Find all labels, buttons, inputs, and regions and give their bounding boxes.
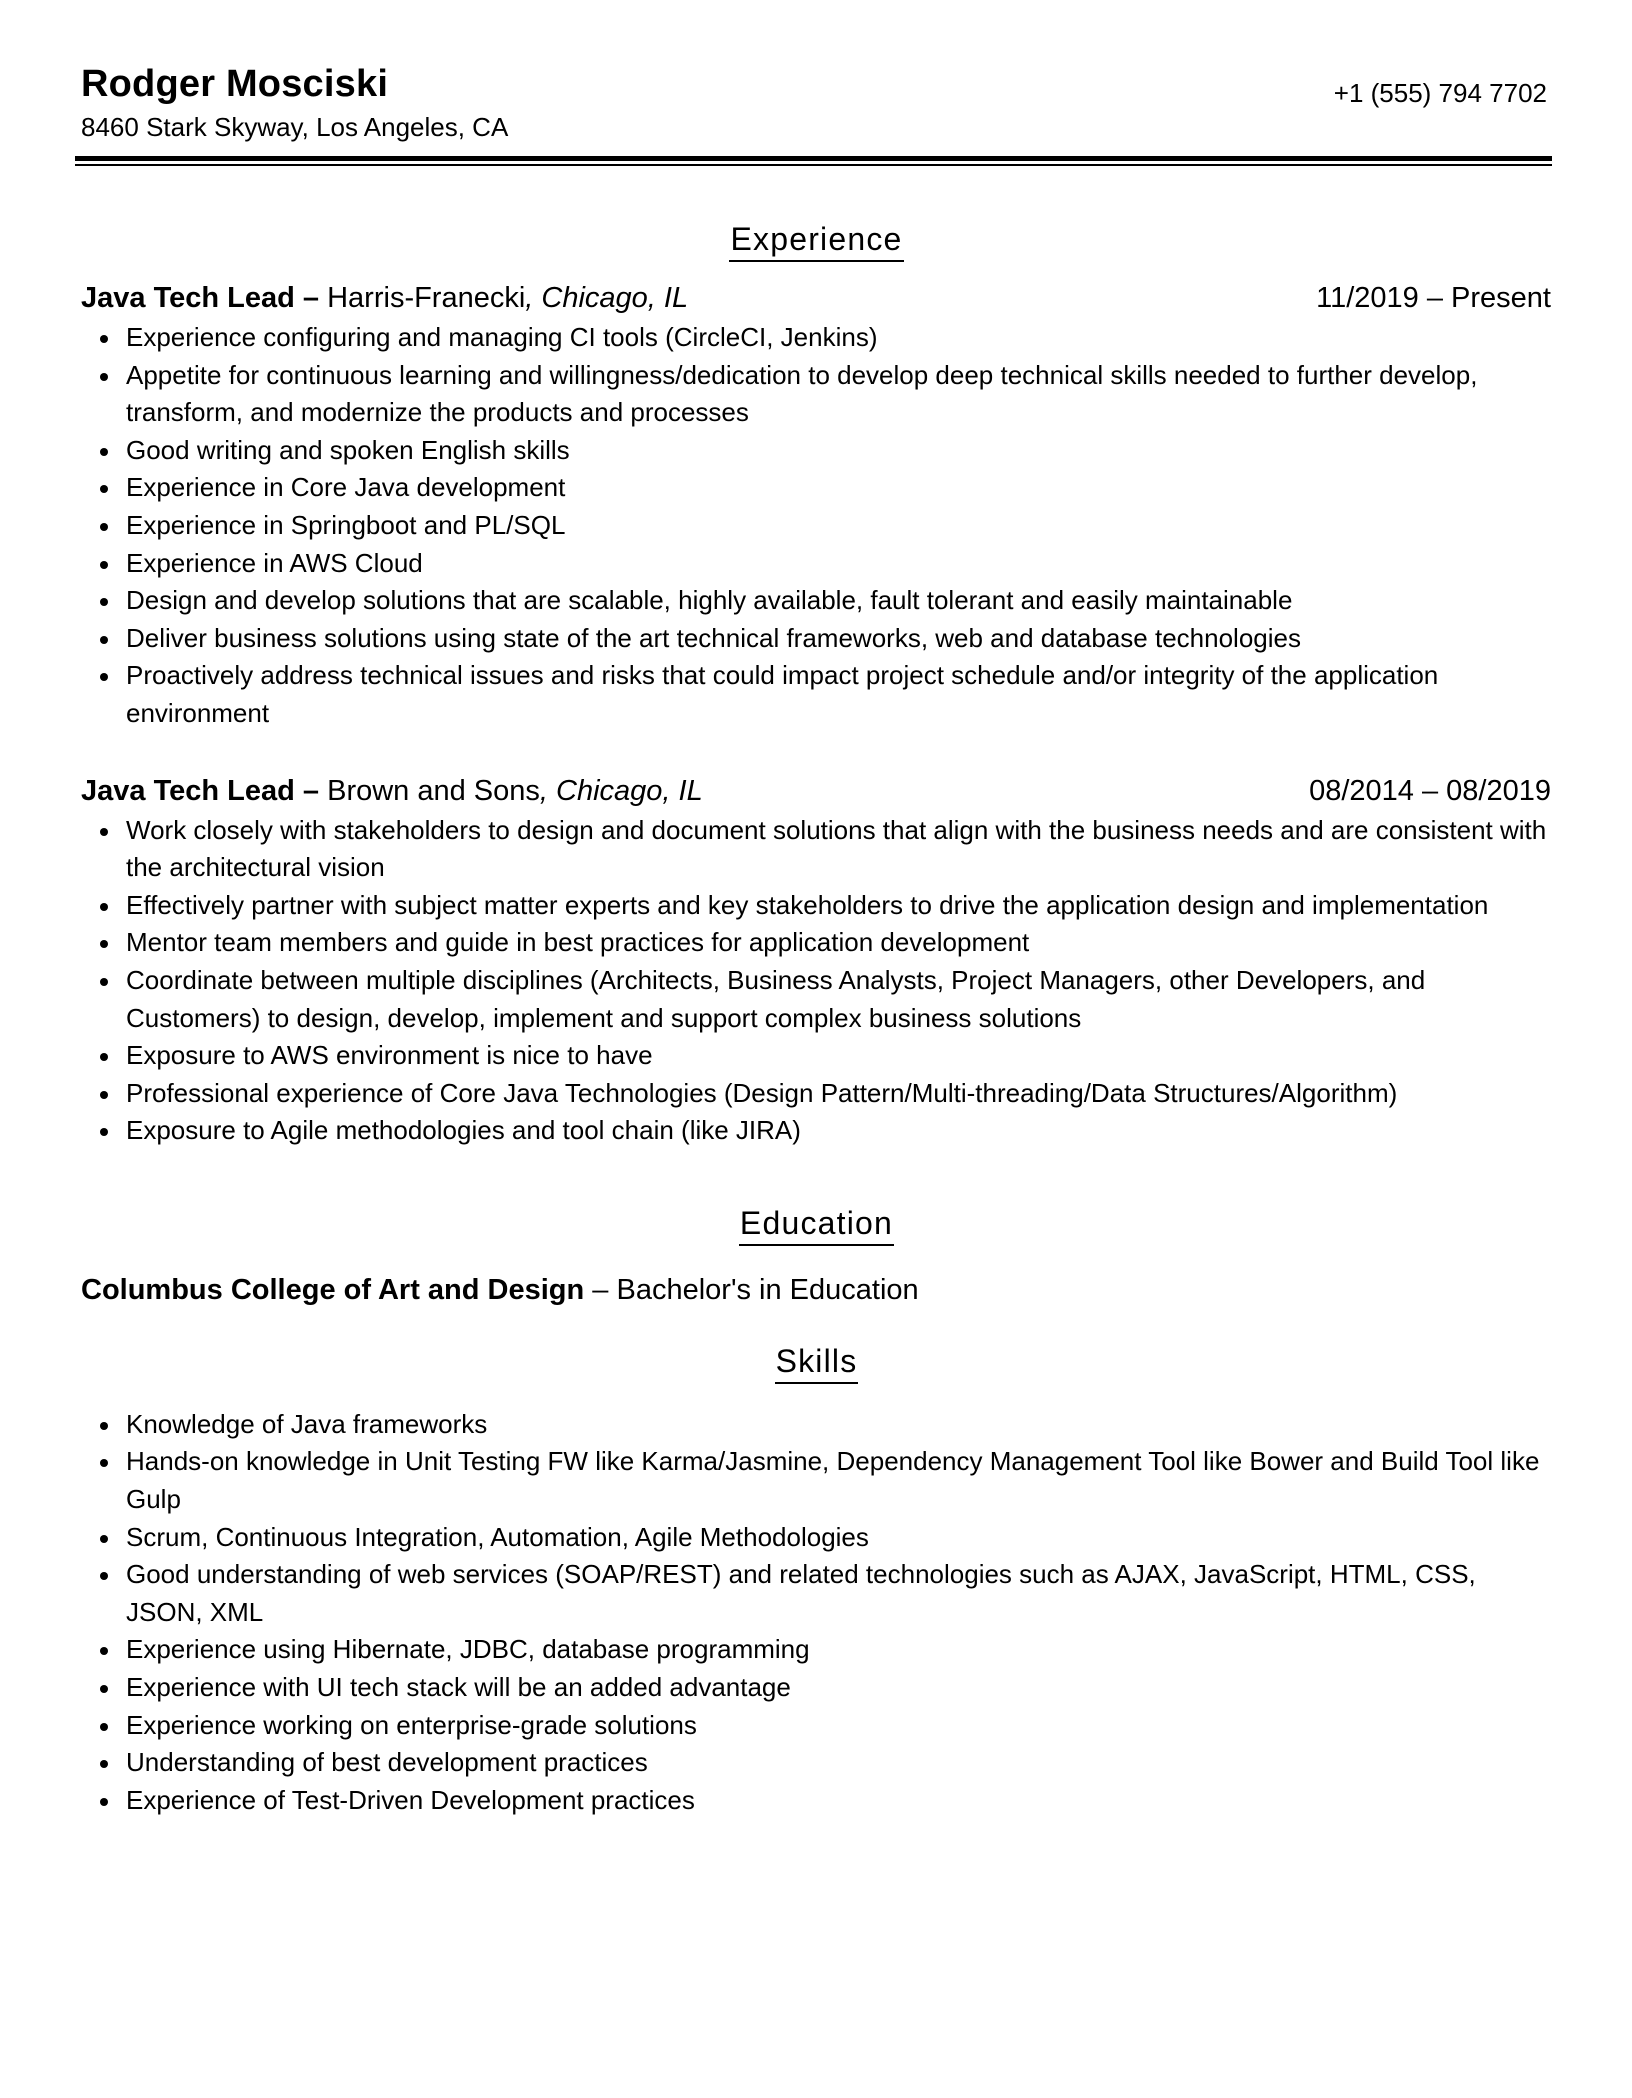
header-divider <box>75 156 1552 166</box>
list-item: Proactively address technical issues and risks that could impact project schedule and/or integrity of the application environment <box>126 657 1552 732</box>
education-heading-label: Education <box>739 1204 894 1246</box>
experience-heading <box>81 220 1552 262</box>
job-title: Java Tech Lead – <box>81 282 320 314</box>
job-entry <box>81 280 1552 733</box>
list-item: Understanding of best development practices <box>126 1744 1552 1782</box>
list-item: Experience of Test-Driven Development practices <box>126 1782 1552 1820</box>
job-company: Harris-Franecki <box>327 282 526 314</box>
list-item: Experience in AWS Cloud <box>126 545 1552 583</box>
job-bullets <box>81 319 1552 733</box>
job-entry <box>81 773 1552 1150</box>
job-dates: 11/2019 – Present <box>1316 282 1551 314</box>
skills-heading-label: Skills <box>775 1342 859 1384</box>
list-item: Knowledge of Java frameworks <box>126 1406 1552 1444</box>
list-item: Good writing and spoken English skills <box>126 432 1552 470</box>
experience-heading-label: Experience <box>729 220 903 262</box>
job-header <box>81 280 1552 316</box>
list-item: Professional experience of Core Java Technologies (Design Pattern/Multi-threading/Data Structures/Algorithm) <box>126 1075 1552 1113</box>
education-separator: – <box>584 1273 617 1306</box>
list-item: Exposure to AWS environment is nice to have <box>126 1037 1552 1075</box>
skills-list <box>81 1406 1552 1820</box>
list-item: Mentor team members and guide in best practices for application development <box>126 924 1552 962</box>
list-item: Experience in Core Java development <box>126 469 1552 507</box>
list-item: Work closely with stakeholders to design and document solutions that align with the business needs and are consistent with the architectural vision <box>126 812 1552 887</box>
job-company: Brown and Sons <box>327 774 540 807</box>
candidate-address: 8460 Stark Skyway, Los Angeles, CA <box>81 112 509 142</box>
list-item: Scrum, Continuous Integration, Automation, Agile Methodologies <box>126 1519 1552 1557</box>
education-heading <box>81 1204 1552 1246</box>
list-item: Effectively partner with subject matter experts and key stakeholders to drive the application design and implementation <box>126 887 1552 925</box>
list-item: Hands-on knowledge in Unit Testing FW like Karma/Jasmine, Dependency Management Tool like Bower and Build Tool like Gulp <box>126 1443 1552 1518</box>
candidate-name: Rodger Mosciski <box>81 63 389 105</box>
list-item: Deliver business solutions using state of the art technical frameworks, web and database technologies <box>126 620 1552 658</box>
job-location: , Chicago, IL <box>539 774 703 807</box>
education-school: Columbus College of Art and Design <box>81 1273 585 1306</box>
job-dates: 08/2014 – 08/2019 <box>1309 774 1551 807</box>
list-item: Coordinate between multiple disciplines (Architects, Business Analysts, Project Managers, other Developers, and Customers) to design, develop, implement and support complex business solutions <box>126 962 1552 1037</box>
list-item: Experience working on enterprise-grade solutions <box>126 1707 1552 1745</box>
resume-header <box>81 0 1552 156</box>
list-item: Experience configuring and managing CI tools (CircleCI, Jenkins) <box>126 319 1552 357</box>
list-item: Experience with UI tech stack will be an added advantage <box>126 1669 1552 1707</box>
job-heading <box>81 773 703 809</box>
list-item: Appetite for continuous learning and willingness/dedication to develop deep technical skills needed to further develop, transform, and modernize the products and processes <box>126 357 1552 432</box>
skills-heading <box>81 1342 1552 1384</box>
education-degree: Bachelor's in Education <box>616 1273 919 1306</box>
education-entry <box>81 1272 1552 1308</box>
list-item: Design and develop solutions that are scalable, highly available, fault tolerant and easily maintainable <box>126 582 1552 620</box>
list-item: Exposure to Agile methodologies and tool chain (like JIRA) <box>126 1112 1552 1150</box>
job-title: Java Tech Lead – <box>81 774 320 807</box>
job-bullets <box>81 812 1552 1150</box>
job-heading <box>81 280 688 316</box>
job-location: , Chicago, IL <box>525 282 689 314</box>
list-item: Experience in Springboot and PL/SQL <box>126 507 1552 545</box>
list-item: Good understanding of web services (SOAP/REST) and related technologies such as AJAX, JavaScript, HTML, CSS, JSON, XML <box>126 1556 1552 1631</box>
job-header <box>81 773 1552 809</box>
list-item: Experience using Hibernate, JDBC, database programming <box>126 1631 1552 1669</box>
candidate-phone: +1 (555) 794 7702 <box>1333 78 1547 108</box>
